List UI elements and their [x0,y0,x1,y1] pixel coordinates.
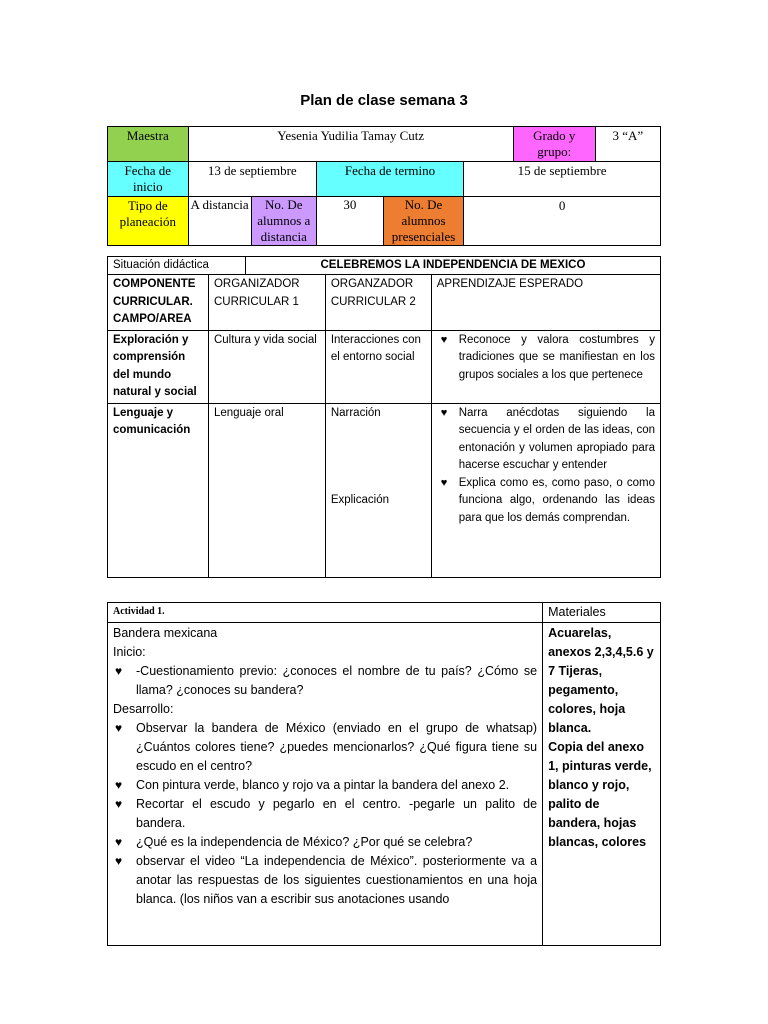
alumnos-distancia-label: No. De alumnos a distancia [251,197,316,245]
actividad-nombre: Bandera mexicana [113,626,218,640]
row1-componente: Exploración y comprensión del mundo natural y social [108,330,209,403]
grado-label: Grado y grupo: [513,127,595,162]
fecha-inicio-label: Fecha de inicio [108,162,189,197]
row2-aprendizaje-cell [431,403,660,577]
row2-org2-b: Explicación [330,494,389,506]
desarrollo-item: ♥ observar el video “La independencia de México”. posteriormente va a anotar las respuestas de los siguientes cuestionamientos en una hoja blanca. (los niños van a escribir sus anotaciones usando [113,852,537,909]
situacion-label: Situación didáctica [108,257,246,275]
row2-aprendizaje-a: ♥ Narra anécdotas siguiendo la secuencia y el orden de las ideas, con entonación y volumen apropiado para hacerse escuchar y entender [437,405,655,475]
row1-aprendizaje-cell [431,330,660,403]
maestra-value: Yesenia Yudilia Tamay Cutz [188,127,513,162]
tipo-group [188,197,316,246]
actividad-body [108,623,543,946]
row2-org2-cell [325,403,431,577]
inicio-label: Inicio: [113,645,146,659]
fecha-termino-label: Fecha de termino [316,162,463,197]
header-componente: COMPONENTE CURRICULAR. CAMPO/AREA [108,275,209,331]
page-title: Plan de clase semana 3 [300,92,468,109]
fecha-inicio-value: 13 de septiembre [188,162,316,197]
row1-aprendizaje: ♥ Reconoce y valora costumbres y tradiciones que se manifiestan en los grupos sociales a los que pertenece [437,332,655,385]
situacion-table [107,256,661,578]
actividad-table [107,602,661,946]
alumnos-presenciales-label: No. De alumnos presenciales [383,197,463,245]
row2-componente: Lenguaje y comunicación [108,403,209,577]
grado-value: 3 “A” [595,127,660,162]
desarrollo-item: ♥ Recortar el escudo y pegarlo en el centro. -pegarle un palito de bandera. [113,795,537,833]
desarrollo-item: ♥ Con pintura verde, blanco y rojo va a pintar la bandera del anexo 2. [113,776,537,795]
desarrollo-label: Desarrollo: [113,702,174,716]
row2-org2-a: Narración [330,406,381,419]
inicio-item: ♥ -Cuestionamiento previo: ¿conoces el nombre de tu país? ¿Cómo se llama? ¿conoces su bandera? [113,662,537,700]
desarrollo-item: ♥ ¿Qué es la independencia de México? ¿Por qué se celebra? [113,833,537,852]
tipo-value: A distancia [190,197,249,212]
alumnos-presenciales-value: 0 [464,197,661,246]
alumnos-group [316,197,463,246]
row1-org2: Interacciones con el entorno social [325,330,431,403]
info-table [107,126,661,246]
materiales-label: Materiales [543,603,661,623]
situacion-value: CELEBREMOS LA INDEPENDENCIA DE MEXICO [245,257,660,275]
alumnos-distancia-value: 30 [343,197,357,212]
row2-org1: Lenguaje oral [208,403,325,577]
materiales-1: Acuarelas, anexos 2,3,4,5.6 y 7 Tijeras, pegamento, colores, hoja blanca. [548,626,654,735]
header-org1: ORGANIZADOR CURRICULAR 1 [208,275,325,331]
actividad-title: Actividad 1. [108,603,543,623]
tipo-label: Tipo de planeación [108,197,189,246]
row2-aprendizaje-b: ♥ Explica como es, como paso, o como funciona algo, ordenando las ideas para que los demás comprendan. [437,475,655,528]
materiales-body [543,623,661,946]
maestra-label: Maestra [108,127,189,162]
desarrollo-item: ♥ Observar la bandera de México (enviado en el grupo de whatsap) ¿Cuántos colores tiene? ¿puedes mencionarlos? ¿Qué figura tiene su escudo en el centro? [113,719,537,776]
fecha-termino-value: 15 de septiembre [464,162,661,197]
row1-org1: Cultura y vida social [208,330,325,403]
header-org2: ORGANZADOR CURRICULAR 2 [325,275,431,331]
materiales-2: Copia del anexo 1, pinturas verde, blanco y rojo, palito de bandera, hojas blancas, colores [548,740,652,849]
header-aprendizaje: APRENDIZAJE ESPERADO [431,275,660,331]
